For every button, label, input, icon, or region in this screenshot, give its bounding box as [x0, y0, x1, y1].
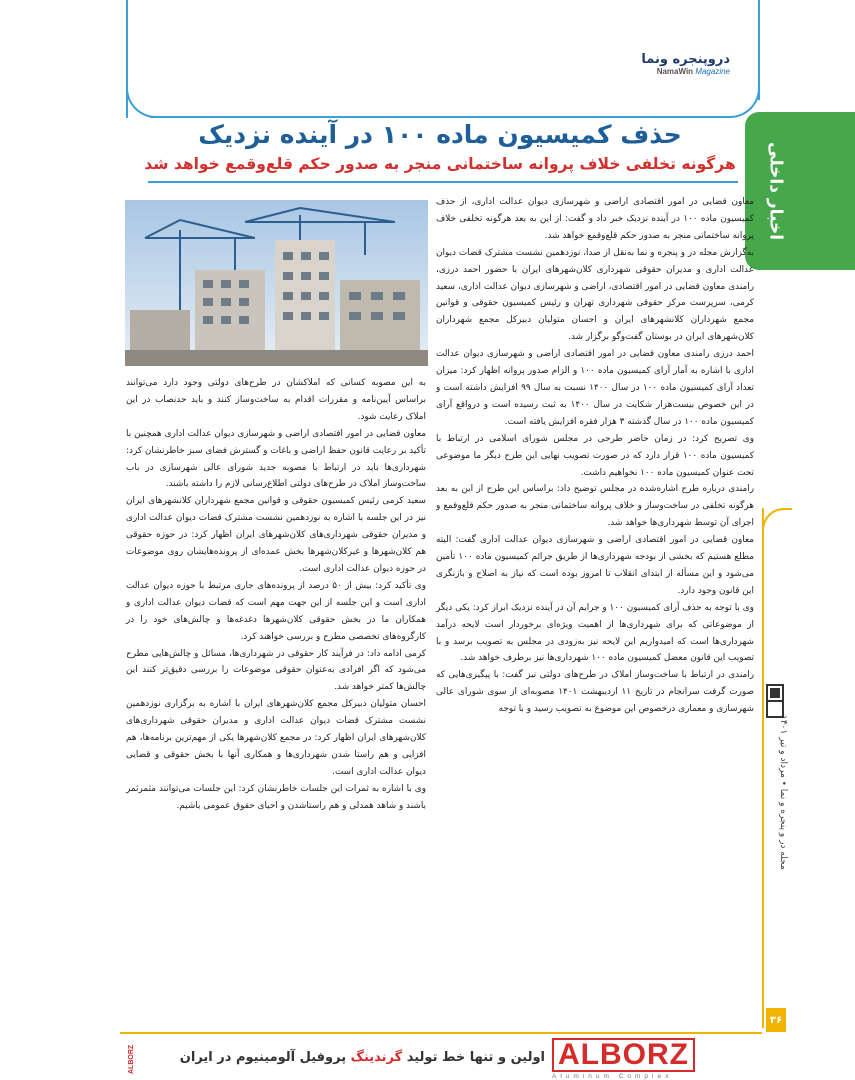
ad-logo-box[interactable]: [552, 1038, 727, 1080]
article-column-left: [126, 375, 426, 815]
ad-tagline-after: پروفیل آلومینیوم در ایران: [179, 1050, 347, 1065]
paragraph: معاون قضایی در امور اقتصادی اراضی و شهرسازی دیوان عدالت اداری، از حذف کمیسیون ماده ۱۰۰ در آینده نزدیک خبر داد و گفت: از این به بعد هرگونه تخلفی خلاف پروانه ساختمانی منجر به صدور حکم قلع‌وقمع خواهد شد.: [436, 197, 754, 241]
paragraph: کرمی ادامه داد: در فرآیند کار حقوقی در شهرداری‌ها، مسائل و چالش‌هایی مطرح می‌شود که اگر افرادی به‌عنوان حقوقی موضوعات را بررسی دقیق‌تر کنند این چالش‌ها کمتر خواهد شد.: [126, 648, 426, 693]
article-photo: [125, 200, 428, 366]
paragraph: سعید کرمی رئیس کمیسیون حقوقی و قوانین مجمع شهرداران کلانشهرهای ایران نیز در این جلسه با اشاره به نوزدهمین نشست مشترک قضات دیوان عدالت اداری و مدیران حقوقی شهرداری‌های کلان‌شهرهای ایران اظهار کرد: در حوزه حقوقی هم کلان‌شهرها و غیرکلان‌شهرها بخش عمده‌ای از پرونده‌هایشان روی موضوعات در حوزه دیوان عدالت اداری است.: [126, 496, 426, 574]
paragraph: رامندی در ارتباط با ساخت‌وساز املاک در طرح‌های دولتی نیز گفت: با پیگیری‌هایی که صورت گرفت سرانجام در تاریخ ۱۱ اردیبهشت ۱۴۰۱ مصوبه‌ای از سوی شورای عالی شهرسازی و معماری درخصوص این موضوع به تصویب رسید و با توجه: [436, 670, 754, 715]
paragraph: وی با توجه به حذف آرای کمیسیون ۱۰۰ و جرایم آن در آینده نزدیک ابراز کرد: یکی دیگر از موضوعاتی که برای شهرداری‌ها از اهمیت ویژه‌ای برخوردار است لایحه درآمد شهرداری‌ها است که امیدواریم این لایحه نیز به‌زودی در مجلس به تصویب برسد و با تصویب این قانون معضل کمیسیون ماده ۱۰۰ شهرداری‌ها نیز برطرف خواهد شد.: [436, 602, 754, 664]
section-tab-label-wrap: [748, 112, 803, 270]
article-title: حذف کمیسیون ماده ۱۰۰ در آینده نزدیک: [198, 120, 682, 149]
footer-rule: [120, 1032, 762, 1034]
paragraph: احمد درزی رامندی معاون قضایی در امور اقتصادی اراضی و شهرسازی دیوان عدالت اداری با اشاره به آمار آرای کمیسیون ماده ۱۰۰ و الزام صدور پروانه اظهار کرد: میزان تعداد آرای کمیسیون ماده ۱۰۰ در سال ۱۴۰۰ نسبت به سال ۹۹ افزایش داشته است و در این خصوص بیست‌هزار شکایت در سال ۱۴۰۰ به ثبت رسیده است و درواقع آرای کمیسیون ماده ۱۰۰ در سال گذشته ۳ هزار فقره افزایش یافته است.: [436, 349, 754, 427]
magazine-logo-sub: [640, 67, 730, 76]
magazine-issue-line: مجله در و پنجره و نما • مرداد و تیر ۱۴۰۱: [778, 715, 788, 870]
sidebar-rule: [762, 508, 764, 1028]
ad-logo: ALBORZ: [552, 1038, 695, 1072]
frame-curve-left: [126, 78, 166, 118]
magazine-logo-name: دروپنجره ونما: [641, 52, 730, 67]
logo-sub-magazine: Magazine: [695, 67, 730, 76]
frame-line-right: [758, 0, 760, 100]
magazine-logo: [640, 52, 730, 78]
paragraph: وی تصریح کرد: در زمان حاضر طرحی در مجلس شورای اسلامی در ارتباط با کمیسیون ماده ۱۰۰ قرار دارد که در صورت تصویب نهایی این طرح دیگر ما موضوعی تحت عنوان کمیسیون ماده ۱۰۰ نخواهیم داشت.: [436, 433, 754, 478]
ad-tagline: [155, 1050, 545, 1065]
article-column-right: [436, 194, 754, 718]
article-subtitle: هرگونه تخلفی خلاف پروانه ساختمانی منجر به صدور حکم قلع‌وقمع خواهد شد: [144, 155, 736, 173]
logo-sub-brand: NamaWin: [656, 67, 694, 76]
paragraph: به این مصوبه کسانی که املاکشان در طرح‌های دولتی وجود دارد می‌توانند براساس آیین‌نامه و مقررات اقدام به ساخت‌وساز کنند و باید حدنصاب در این املاک رعایت شود.: [126, 378, 426, 422]
ad-logo-sub: Aluminum Complex: [552, 1073, 673, 1080]
ad-tagline-before: اولین و تنها خط تولید: [406, 1050, 545, 1065]
window-frame-icon: [766, 684, 784, 718]
ad-tagline-brand: گرندینگ: [350, 1050, 403, 1065]
frame-line-top: [150, 116, 730, 118]
paragraph: وی تأکید کرد: بیش از ۵۰ درصد از پرونده‌های جاری مرتبط با حوزه دیوان عدالت اداری است و این جلسه از این جهت مهم است که قضات دیوان عدالت اداری و همکاران ما در بخش حقوقی کلان‌شهرها دغدغه‌ها و چالش‌های خود را در کارگروه‌های تخصصی مطرح و بررسی خواهند کرد.: [126, 580, 426, 642]
paragraph: به‌گزارش مجله در و پنجره و نما به‌نقل از صدا، نوزدهمین نشست مشترک قضات دیوان عدالت اداری و مدیران حقوقی شهرداری کلان‌شهرهای ایران با حضور احمد درزی، رامندی معاون قضایی در امور اقتصادی، اراضی و شهرسازی دیوان عدالت اداری، سعید کرمی، سرپرست مرکز حقوقی شهرداری تهران و رئیس کمیسیون حقوقی و قوانین مجمع شهرداران کلانشهرهای ایران و احسان متولیان دبیرکل مجمع شهرداران کلان‌شهرهای ایران در بوستان گفت‌وگو برگزار شد.: [436, 247, 754, 343]
construction-photo-icon: [125, 200, 428, 366]
page-number: ۳۶: [766, 1008, 786, 1032]
paragraph: رامندی درباره طرح اشاره‌شده در مجلس توضیح داد: براساس این طرح از این به بعد هرگونه تخلفی در ساخت‌وساز و خلاف پروانه ساختمانی منجر به صدور حکم قلع‌وقمع و اجرای آن توسط شهرداری‌ها خواهد شد.: [436, 484, 754, 529]
paragraph: احسان متولیان دبیرکل مجمع کلان‌شهرهای ایران با اشاره به برگزاری نوزدهمین نشست مشترک قضات دیوان عدالت اداری و مدیران حقوقی شهرداری‌های کلان‌شهرهای ایران اظهار کرد: در مجمع کلان‌شهرها یکی از مهم‌ترین برنامه‌ها، هم افزایی و هم راستا شدن شهرداری‌ها و همکاری آنها با بخش حقوقی و قضایی دیوان عدالت اداری است.: [126, 699, 426, 777]
section-tab-label: اخبار داخلی: [765, 141, 786, 241]
section-tab-bg: [805, 112, 855, 270]
paragraph: وی با اشاره به ثمرات این جلسات خاطرنشان کرد: این جلسات می‌توانند مثمرثمر باشند و شاهد همدلی و هم راستاشدن و احیای حقوق عمومی باشیم.: [126, 783, 426, 811]
paragraph: معاون قضایی در امور اقتصادی اراضی و شهرسازی دیوان عدالت اداری گفت: البته مطلع هستیم که بخشی از بودجه شهرداری‌ها از طریق جرائم کمیسیون ماده ۱۰۰ تأمین می‌شود و این مسأله از ابتدای انقلاب تا امروز بوده است که نیاز به اصلاح و بازنگری این قانون وجود دارد.: [436, 535, 754, 596]
ad-vertical-brand: ALBORZ: [128, 1044, 135, 1074]
paragraph: معاون قضایی در امور اقتصادی اراضی و شهرسازی دیوان عدالت اداری همچنین با تأکید بر رعایت قانون حفظ اراضی و باغات و گسترش فضای سبز خاطرنشان کرد: شهرداری‌ها باید در ارتباط با مصوبه جدید شورای عالی شهرسازی در باب ساخت‌وساز املاک در طرح‌های دولتی اطلاع‌رسانی لازم را داشته باشند.: [126, 428, 426, 490]
